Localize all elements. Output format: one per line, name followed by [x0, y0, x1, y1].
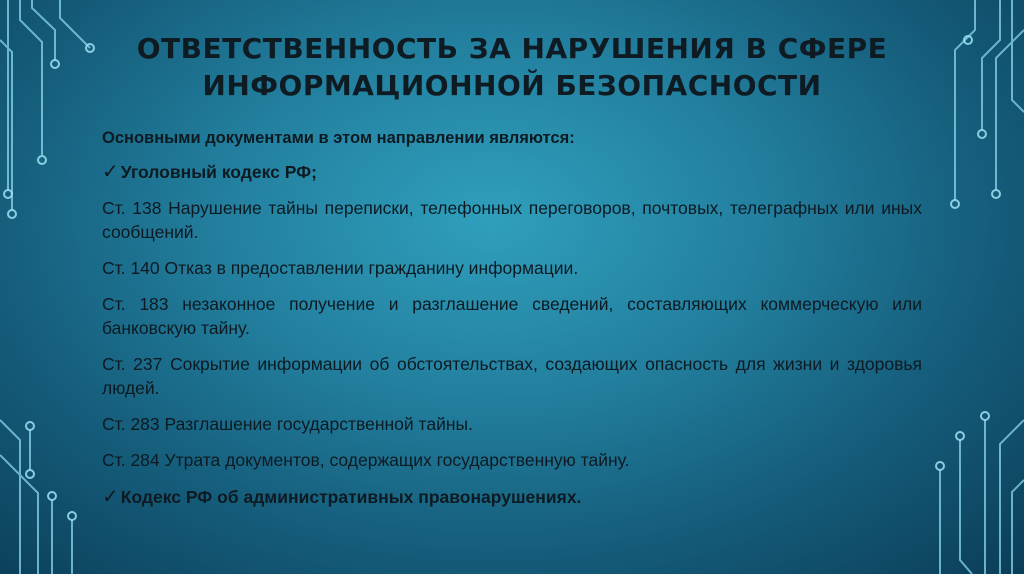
content-body [102, 126, 922, 521]
page-title [100, 30, 924, 104]
checkmark-icon: ✓ [102, 484, 119, 508]
intro-text: Основными документами в этом направлении являются: [102, 129, 575, 147]
list-item-text: Уголовный кодекс РФ; [120, 162, 317, 182]
list-item: Ст. 284 Утрата документов, содержащих государственную тайну. [102, 450, 630, 470]
checkmark-icon: ✓ [102, 159, 119, 183]
title-line-1: ОТВЕТСТВЕННОСТЬ ЗА НАРУШЕНИЯ В СФЕРЕ [136, 32, 888, 65]
list-item-admin-code [102, 484, 922, 509]
list-item: Ст. 237 Сокрытие информации об обстоятельствах, создающих опасность для жизни и здоровья людей. [102, 354, 922, 398]
title-line-2: ИНФОРМАЦИОННОЙ БЕЗОПАСНОСТИ [202, 69, 822, 102]
list-item-text: Кодекс РФ об административных правонарушениях. [120, 487, 582, 507]
list-item: Ст. 183 незаконное получение и разглашение сведений, составляющих коммерческую или банковскую тайну. [102, 294, 922, 338]
list-item: Ст. 138 Нарушение тайны переписки, телефонных переговоров, почтовых, телеграфных или иных сообщений. [102, 198, 922, 242]
list-item: Ст. 283 Разглашение государственной тайны. [102, 414, 473, 434]
list-item: Ст. 140 Отказ в предоставлении гражданину информации. [102, 258, 579, 278]
list-item-criminal-code [102, 159, 922, 184]
